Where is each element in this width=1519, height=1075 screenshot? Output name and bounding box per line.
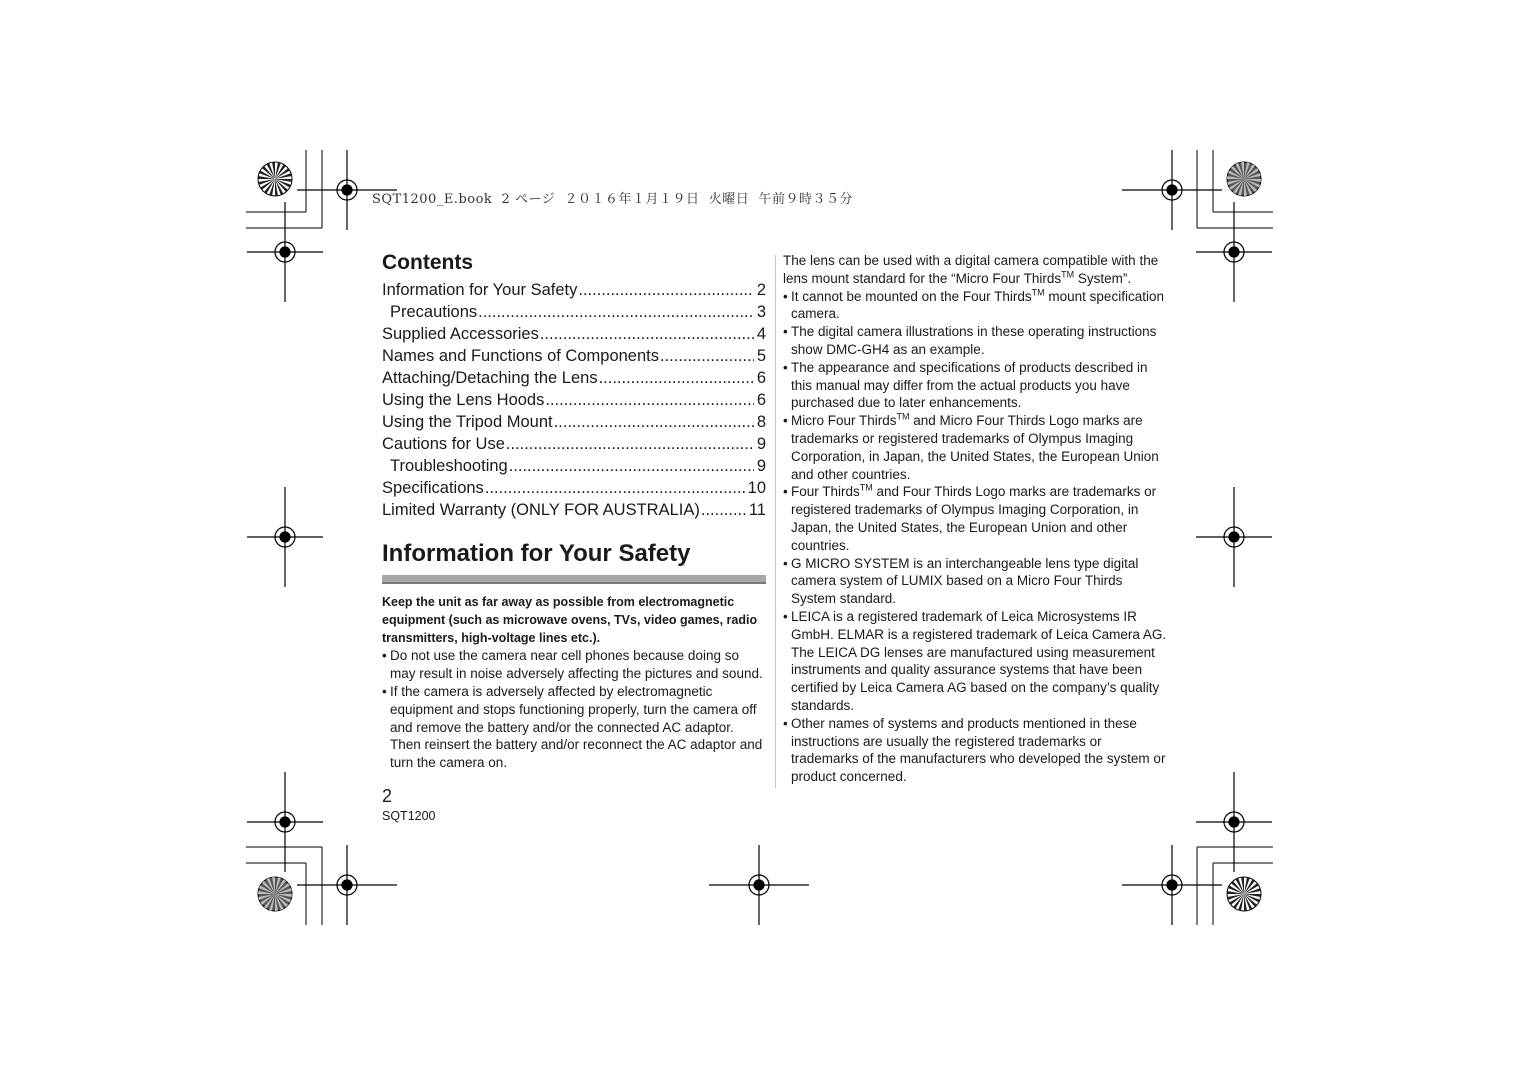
toc-entry[interactable]: Using the Tripod Mount ..... 8 bbox=[382, 411, 766, 433]
toc-entry[interactable]: Specifications ..... 10 bbox=[382, 477, 766, 499]
toc-entry[interactable]: Precautions ..... 3 bbox=[382, 301, 766, 323]
document-code: SQT1200 bbox=[382, 809, 436, 823]
safety-warning: Keep the unit as far away as possible from electromagnetic equipment (such as microwave ovens, TVs, video games, radio transmitters, high-voltage lines etc.). bbox=[382, 595, 758, 645]
contents-list bbox=[382, 279, 766, 521]
starburst-target-icon bbox=[258, 877, 292, 911]
list-item: • The digital camera illustrations in these operating instructions show DMC-GH4 as an example. bbox=[783, 323, 1168, 359]
notes-bullet-list bbox=[783, 288, 1168, 786]
toc-entry[interactable]: Attaching/Detaching the Lens ..... 6 bbox=[382, 367, 766, 389]
contents-title: Contents bbox=[382, 251, 473, 274]
safety-bullet-list bbox=[382, 647, 766, 772]
toc-entry[interactable]: Names and Functions of Components ..... 5 bbox=[382, 345, 766, 367]
file-header-line: SQT1200_E.book 2 ページ ２０１６年１月１９日 火曜日 午前９時３５分 bbox=[372, 192, 853, 207]
starburst-target-icon bbox=[1227, 162, 1261, 196]
toc-entry[interactable]: Supplied Accessories ..... 4 bbox=[382, 323, 766, 345]
column-divider bbox=[775, 255, 776, 788]
list-item: • G MICRO SYSTEM is an interchangeable lens type digital camera system of LUMIX based on a Micro Four Thirds System standard. bbox=[783, 555, 1168, 608]
list-item: • Do not use the camera near cell phones because doing so may result in noise adversely affecting the pictures and sound. bbox=[382, 647, 766, 683]
page-number: 2 bbox=[382, 786, 393, 806]
safety-section-title: Information for Your Safety bbox=[382, 540, 691, 567]
list-item: • It cannot be mounted on the Four Thirds™ mount specification camera. bbox=[783, 288, 1168, 324]
starburst-target-icon bbox=[258, 162, 292, 196]
trademark-mark: TM bbox=[896, 411, 910, 422]
list-item: • Other names of systems and products mentioned in these instructions are usually the registered trademarks or trademarks of the manufacturers who developed the system or product concerned. bbox=[783, 715, 1168, 786]
list-item: • If the camera is adversely affected by electromagnetic equipment and stops functioning properly, turn the camera off and remove the battery and/or the connected AC adaptor. Then reinsert the battery and/or reconnect the AC adaptor and turn the camera on. bbox=[382, 683, 766, 772]
trademark-mark: TM bbox=[859, 482, 873, 493]
lens-compatibility-intro: The lens can be used with a digital camera compatible with the lens mount standard for the “Micro Four Thirds™ System”. bbox=[783, 253, 1159, 286]
toc-entry[interactable]: Limited Warranty (ONLY FOR AUSTRALIA) ..... 11 bbox=[382, 499, 766, 521]
list-item: • Four Thirds™ and Four Thirds Logo marks are trademarks or registered trademarks of Olympus Imaging Corporation, in Japan, the United States, the European Union and other countries. bbox=[783, 483, 1168, 554]
section-title-bar bbox=[382, 575, 766, 584]
trademark-mark: TM bbox=[1031, 287, 1045, 298]
starburst-target-icon bbox=[1227, 877, 1261, 911]
trademark-mark: TM bbox=[1061, 269, 1075, 280]
list-item: • LEICA is a registered trademark of Leica Microsystems IR GmbH. ELMAR is a registered trademark of Leica Camera AG. The LEICA DG lenses are manufactured using measurement instruments and quality assurance systems that have been certified by Leica Camera AG based on the company’s quality standards. bbox=[783, 608, 1168, 715]
toc-entry[interactable]: Troubleshooting ..... 9 bbox=[382, 455, 766, 477]
left-column bbox=[382, 250, 766, 772]
list-item: • The appearance and specifications of products described in this manual may differ from the actual products you have purchased due to later enhancements. bbox=[783, 359, 1168, 412]
right-column bbox=[783, 252, 1168, 786]
toc-entry[interactable]: Information for Your Safety ..... 2 bbox=[382, 279, 766, 301]
list-item: • Micro Four Thirds™ and Micro Four Thirds Logo marks are trademarks or registered trademarks of Olympus Imaging Corporation, in Japan, the United States, the European Union and other countries. bbox=[783, 412, 1168, 483]
toc-entry[interactable]: Using the Lens Hoods ..... 6 bbox=[382, 389, 766, 411]
toc-entry[interactable]: Cautions for Use ..... 9 bbox=[382, 433, 766, 455]
